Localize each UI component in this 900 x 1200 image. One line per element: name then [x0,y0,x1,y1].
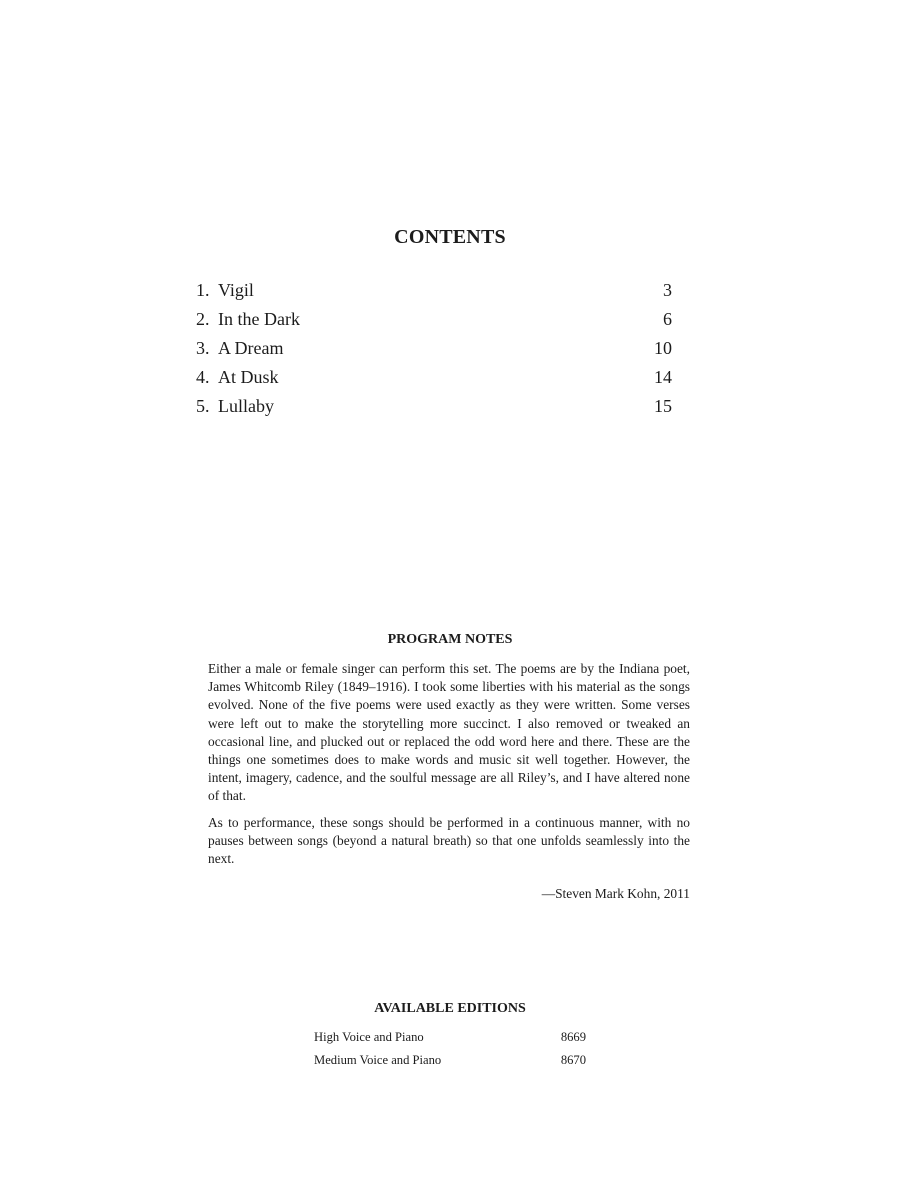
toc-page: 15 [654,396,672,416]
edition-code: 8670 [560,1053,586,1067]
toc-number: 2. [196,309,210,329]
toc-title: Vigil [218,280,254,300]
editions-list [314,1030,586,1076]
toc-item [196,338,672,367]
toc-page: 14 [654,367,672,387]
toc-number: 4. [196,367,210,387]
toc-title: In the Dark [218,309,300,329]
program-notes-body [208,660,690,876]
toc-title: Lullaby [218,396,274,416]
toc-page: 6 [663,309,672,329]
toc-item [196,309,672,338]
toc-number: 1. [196,280,210,300]
toc-title: At Dusk [218,367,279,387]
toc-item [196,396,672,425]
toc-number: 3. [196,338,210,358]
toc-page: 10 [654,338,672,358]
toc-item [196,367,672,396]
edition-label: Medium Voice and Piano [314,1053,442,1067]
toc-page: 3 [663,280,672,300]
toc-number: 5. [196,396,210,416]
signature: —Steven Mark Kohn, 2011 [541,886,690,901]
program-notes-paragraph: Either a male or female singer can perform this set. The poems are by the Indiana poet, James Whitcomb Riley (1849–1916). I took some liberties with his material as the songs evolved. None of the five poems were used exactly as they were written. Some verses were left out to make the storytelling more succinct. I also removed or tweaked an occasional line, and plucked out or replaced the odd word here and there. These are the things one sometimes does to make words and music sit well together. However, the intent, imagery, cadence, and the soulful message are all Riley’s, and I have altered none of that. [208,661,690,804]
toc-title: A Dream [218,338,284,358]
edition-label: High Voice and Piano [314,1030,424,1044]
contents-title: CONTENTS [394,226,506,248]
edition-row [314,1053,586,1076]
toc-item [196,280,672,309]
program-notes-title: PROGRAM NOTES [387,632,513,647]
available-editions-title: AVAILABLE EDITIONS [374,1001,526,1016]
program-notes-paragraph: As to performance, these songs should be performed in a continuous manner, with no pauses between songs (beyond a natural breath) so that one unfolds seamlessly into the next. [208,814,690,867]
table-of-contents [196,280,672,425]
edition-row [314,1030,586,1053]
edition-code: 8669 [560,1030,586,1044]
